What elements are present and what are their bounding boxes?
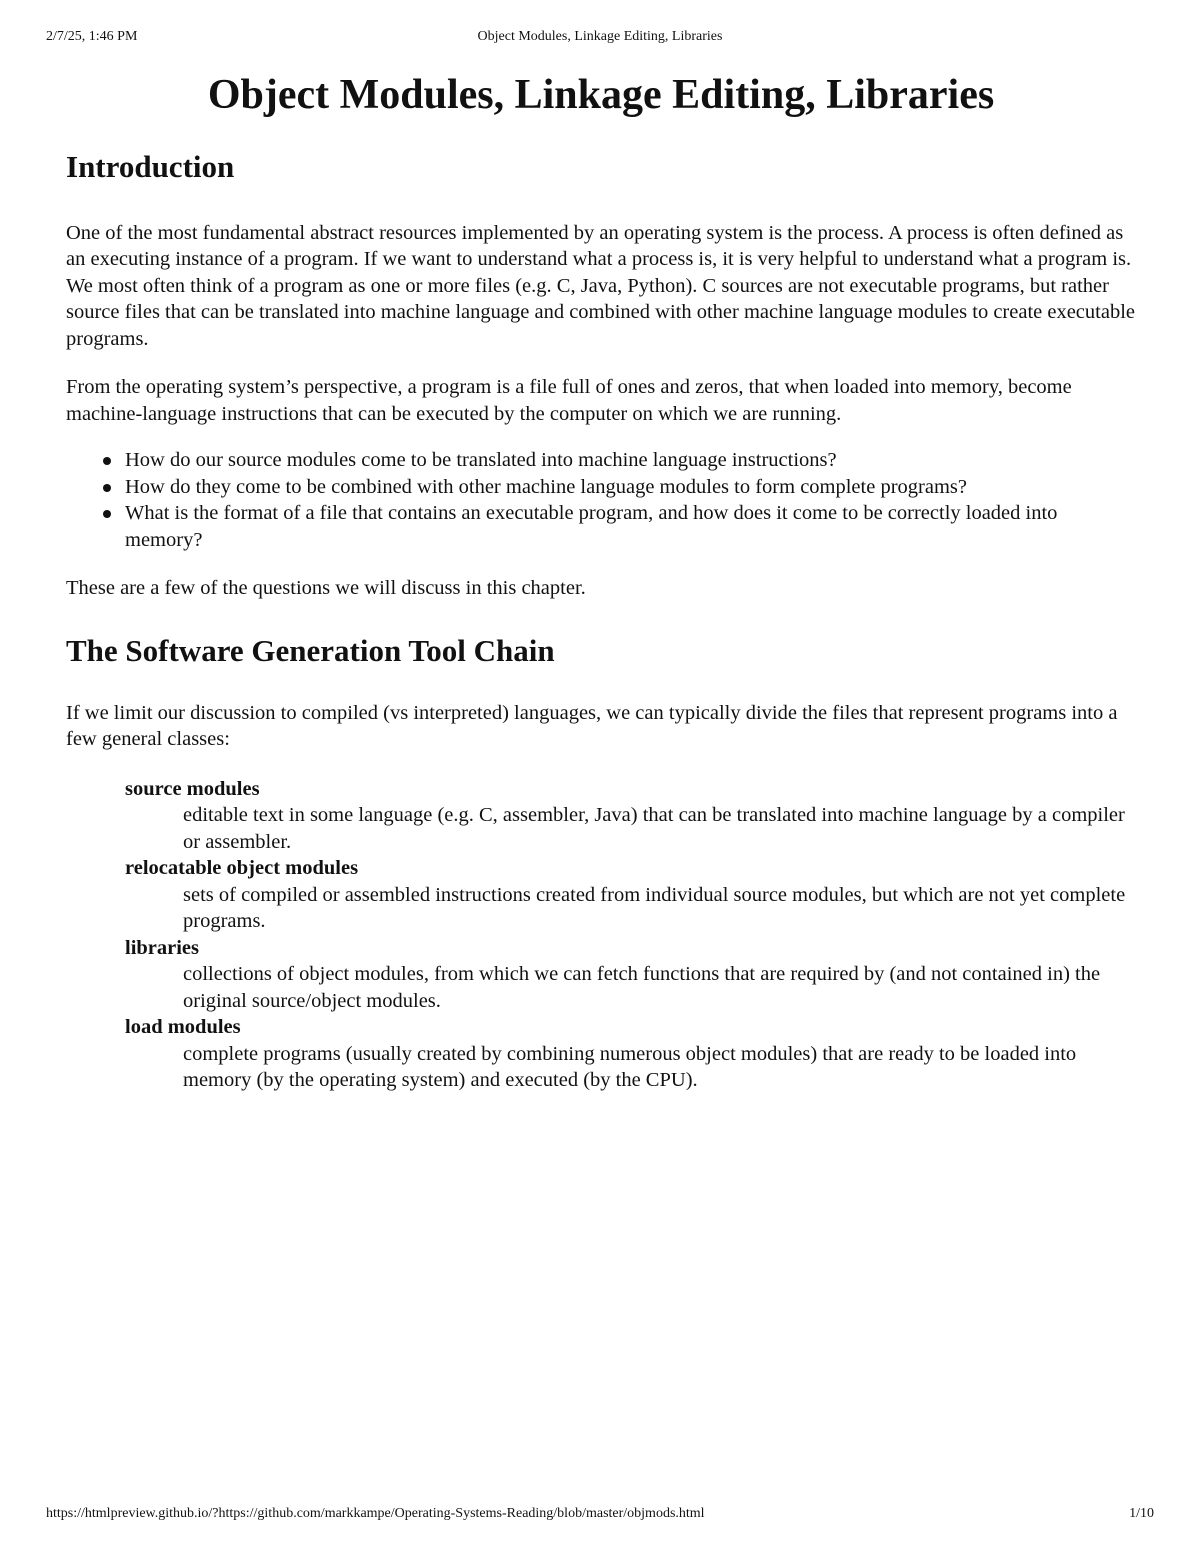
print-doc-title: Object Modules, Linkage Editing, Libraries [477,29,723,44]
print-date: 2/7/25, 1:46 PM [46,29,138,44]
bullet-icon [103,457,111,465]
definition-description: editable text in some language (e.g. C, assembler, Java) that can be translated into machine language by a compiler or assembler. [183,804,1125,853]
list-item [125,500,1136,553]
list-item [125,447,1136,474]
list-item [125,474,1136,501]
definition-term: load modules [125,1016,241,1039]
definition-term: libraries [125,936,200,959]
section-heading-tool-chain: The Software Generation Tool Chain [66,632,555,668]
list-item-text: What is the format of a file that contains an executable program, and how does it come to be correctly loaded into memory? [125,502,1058,551]
intro-paragraph-3: These are a few of the questions we will discuss in this chapter. [66,577,586,600]
intro-paragraph-2: From the operating system’s perspective, a program is a file full of ones and zeros, that when loaded into memory, become machine-language instructions that can be executed by the computer on which we are running. [66,376,1072,425]
section-heading-introduction: Introduction [66,149,235,185]
page-number: 1/10 [1129,1506,1154,1521]
intro-paragraph-1: One of the most fundamental abstract resources implemented by an operating system is the process. A process is often defined as an executing instance of a program. If we want to understand what a process is, it is very helpful to understand what a program is. We most often think of a program as one or more files (e.g. C, Java, Python). C sources are not executable programs, but rather source files that can be translated into machine language and combined with other machine language modules to create executable programs. [66,221,1135,350]
bullet-icon [103,484,111,492]
print-footer [46,1506,1154,1526]
question-list [66,447,1136,553]
definition-description: sets of compiled or assembled instructions created from individual source modules, but which are not yet complete programs. [183,883,1126,933]
print-url: https://htmlpreview.github.io/?https://github.com/markkampe/Operating-Systems-Reading/blob/master/objmods.html [46,1506,705,1521]
bullet-icon [103,510,111,518]
definition-description: complete programs (usually created by combining numerous object modules) that are ready to be loaded into memory (by the operating system) and executed (by the CPU). [183,1042,1077,1092]
print-header [46,29,1154,49]
definition-list [125,776,1136,1094]
definition-term: source modules [125,777,260,800]
document-body [66,64,1136,1094]
definition-description: collections of object modules, from which we can fetch functions that are required by (and not contained in) the original source/object modules. [183,963,1101,1012]
page-title: Object Modules, Linkage Editing, Libraries [207,72,995,118]
definition-term: relocatable object modules [125,857,359,880]
list-item-text: How do our source modules come to be translated into machine language instructions? [125,449,837,472]
list-item-text: How do they come to be combined with other machine language modules to form complete programs? [125,475,967,498]
toolchain-paragraph-1: If we limit our discussion to compiled (vs interpreted) languages, we can typically divide the files that represent programs into a few general classes: [66,701,1118,751]
